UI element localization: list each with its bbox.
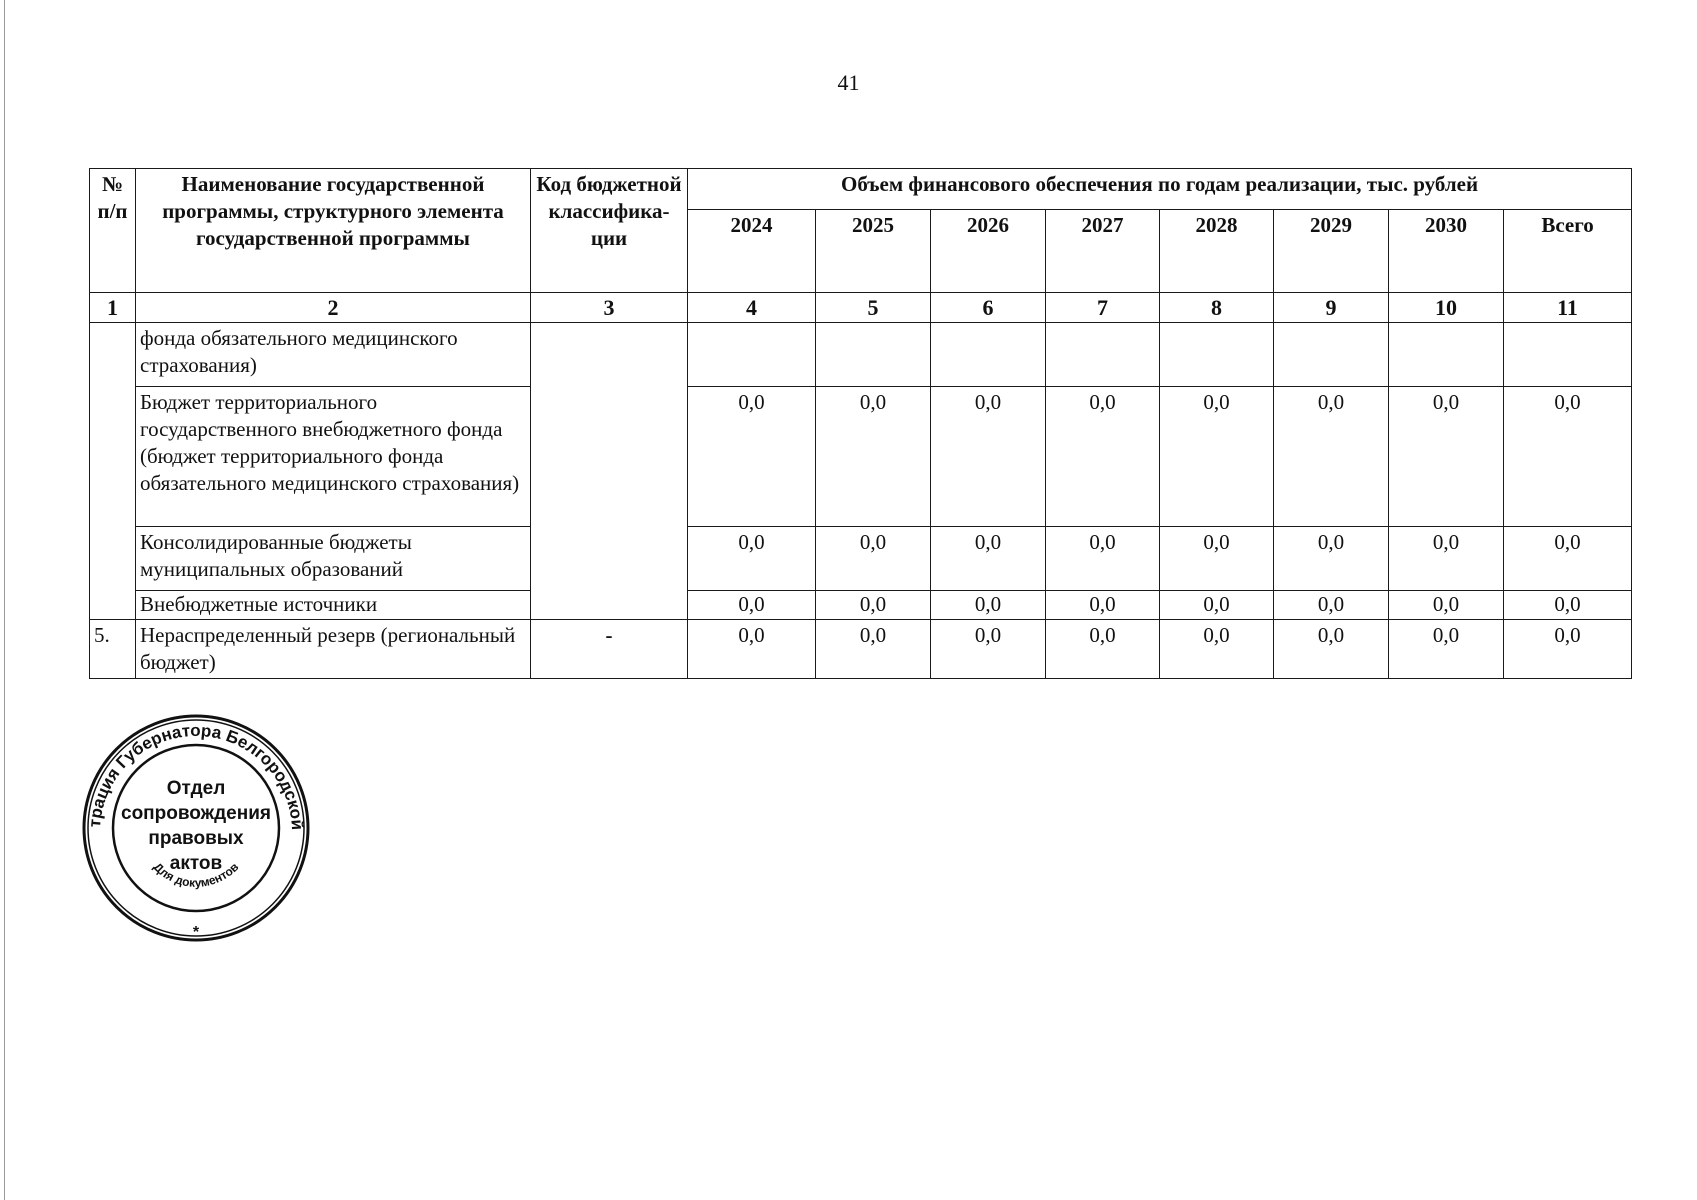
- header-year: 2028: [1160, 210, 1274, 293]
- column-number: 5: [816, 293, 931, 323]
- value-cell: 0,0: [1504, 387, 1632, 527]
- column-number: 1: [90, 293, 136, 323]
- column-number: 3: [531, 293, 688, 323]
- value-cell: [1274, 323, 1389, 387]
- stamp-line: сопровождения: [121, 803, 271, 824]
- value-cell: 0,0: [931, 591, 1046, 620]
- row-code: -: [531, 620, 688, 679]
- column-number: 8: [1160, 293, 1274, 323]
- table-row: [90, 387, 1632, 527]
- header-financing-volume: Объем финансового обеспечения по годам реализации, тыс. рублей: [688, 169, 1632, 210]
- value-cell: 0,0: [1504, 620, 1632, 679]
- stamp-line: Отдел: [166, 778, 226, 799]
- header-year: 2026: [931, 210, 1046, 293]
- stamp-seal-icon: [80, 712, 312, 944]
- column-number-row: [90, 293, 1632, 323]
- value-cell: 0,0: [1389, 527, 1504, 591]
- value-cell: 0,0: [1160, 527, 1274, 591]
- row-number-cell: [90, 323, 136, 620]
- column-number: 9: [1274, 293, 1389, 323]
- column-number: 10: [1389, 293, 1504, 323]
- value-cell: 0,0: [1504, 527, 1632, 591]
- header-year: 2029: [1274, 210, 1389, 293]
- value-cell: 0,0: [1160, 591, 1274, 620]
- table-row: [90, 323, 1632, 387]
- official-stamp: [80, 712, 312, 944]
- value-cell: 0,0: [1389, 387, 1504, 527]
- value-cell: [816, 323, 931, 387]
- stamp-line: правовых: [148, 828, 244, 849]
- value-cell: 0,0: [816, 387, 931, 527]
- financing-table: [89, 168, 1632, 679]
- stamp-outer-text: трация Губернатора Белгородской: [85, 720, 308, 831]
- row-number: 5.: [90, 620, 136, 679]
- value-cell: [931, 323, 1046, 387]
- value-cell: 0,0: [688, 527, 816, 591]
- value-cell: 0,0: [931, 620, 1046, 679]
- row-name: Внебюджетные источники: [136, 591, 531, 620]
- value-cell: 0,0: [1046, 387, 1160, 527]
- column-number: 7: [1046, 293, 1160, 323]
- row-name: Бюджет территориального государственного внебюджетного фонда (бюджет территориального фонда обязательного медицинского страхования): [136, 387, 531, 527]
- value-cell: 0,0: [1160, 387, 1274, 527]
- stamp-star: *: [192, 924, 200, 941]
- value-cell: 0,0: [1160, 620, 1274, 679]
- value-cell: 0,0: [816, 620, 931, 679]
- value-cell: 0,0: [1389, 620, 1504, 679]
- value-cell: [688, 323, 816, 387]
- value-cell: [1389, 323, 1504, 387]
- value-cell: 0,0: [1504, 591, 1632, 620]
- value-cell: 0,0: [1274, 527, 1389, 591]
- column-number: 4: [688, 293, 816, 323]
- value-cell: 0,0: [1274, 620, 1389, 679]
- header-budget-code: Код бюджетной классифика-ции: [531, 169, 688, 293]
- stamp-bottom-text: Для документов: [150, 859, 242, 890]
- header-year: 2024: [688, 210, 816, 293]
- column-number: 2: [136, 293, 531, 323]
- table-row: [90, 591, 1632, 620]
- header-number: № п/п: [90, 169, 136, 293]
- page-number: 41: [837, 70, 860, 95]
- value-cell: [1504, 323, 1632, 387]
- header-year: 2030: [1389, 210, 1504, 293]
- header-name: Наименование государственной программы, структурного элемента государственной программы: [136, 169, 531, 293]
- row-name: Нераспределенный резерв (региональный бюджет): [136, 620, 531, 679]
- row-name: фонда обязательного медицинского страхования): [136, 323, 531, 387]
- column-number: 6: [931, 293, 1046, 323]
- value-cell: [1160, 323, 1274, 387]
- value-cell: 0,0: [1389, 591, 1504, 620]
- value-cell: 0,0: [688, 387, 816, 527]
- header-total: Всего: [1504, 210, 1632, 293]
- value-cell: 0,0: [1046, 591, 1160, 620]
- value-cell: 0,0: [688, 591, 816, 620]
- value-cell: 0,0: [1046, 527, 1160, 591]
- table-row: [90, 620, 1632, 679]
- value-cell: 0,0: [1046, 620, 1160, 679]
- stamp-line: актов: [169, 853, 223, 874]
- table-row: [90, 527, 1632, 591]
- value-cell: 0,0: [688, 620, 816, 679]
- header-year: 2027: [1046, 210, 1160, 293]
- header-year: 2025: [816, 210, 931, 293]
- value-cell: 0,0: [816, 527, 931, 591]
- value-cell: 0,0: [1274, 591, 1389, 620]
- value-cell: 0,0: [931, 387, 1046, 527]
- row-code-cell: [531, 323, 688, 620]
- scan-edge-line: [4, 0, 5, 1200]
- value-cell: [1046, 323, 1160, 387]
- column-number: 11: [1504, 293, 1632, 323]
- value-cell: 0,0: [1274, 387, 1389, 527]
- value-cell: 0,0: [816, 591, 931, 620]
- row-name: Консолидированные бюджеты муниципальных образований: [136, 527, 531, 591]
- value-cell: 0,0: [931, 527, 1046, 591]
